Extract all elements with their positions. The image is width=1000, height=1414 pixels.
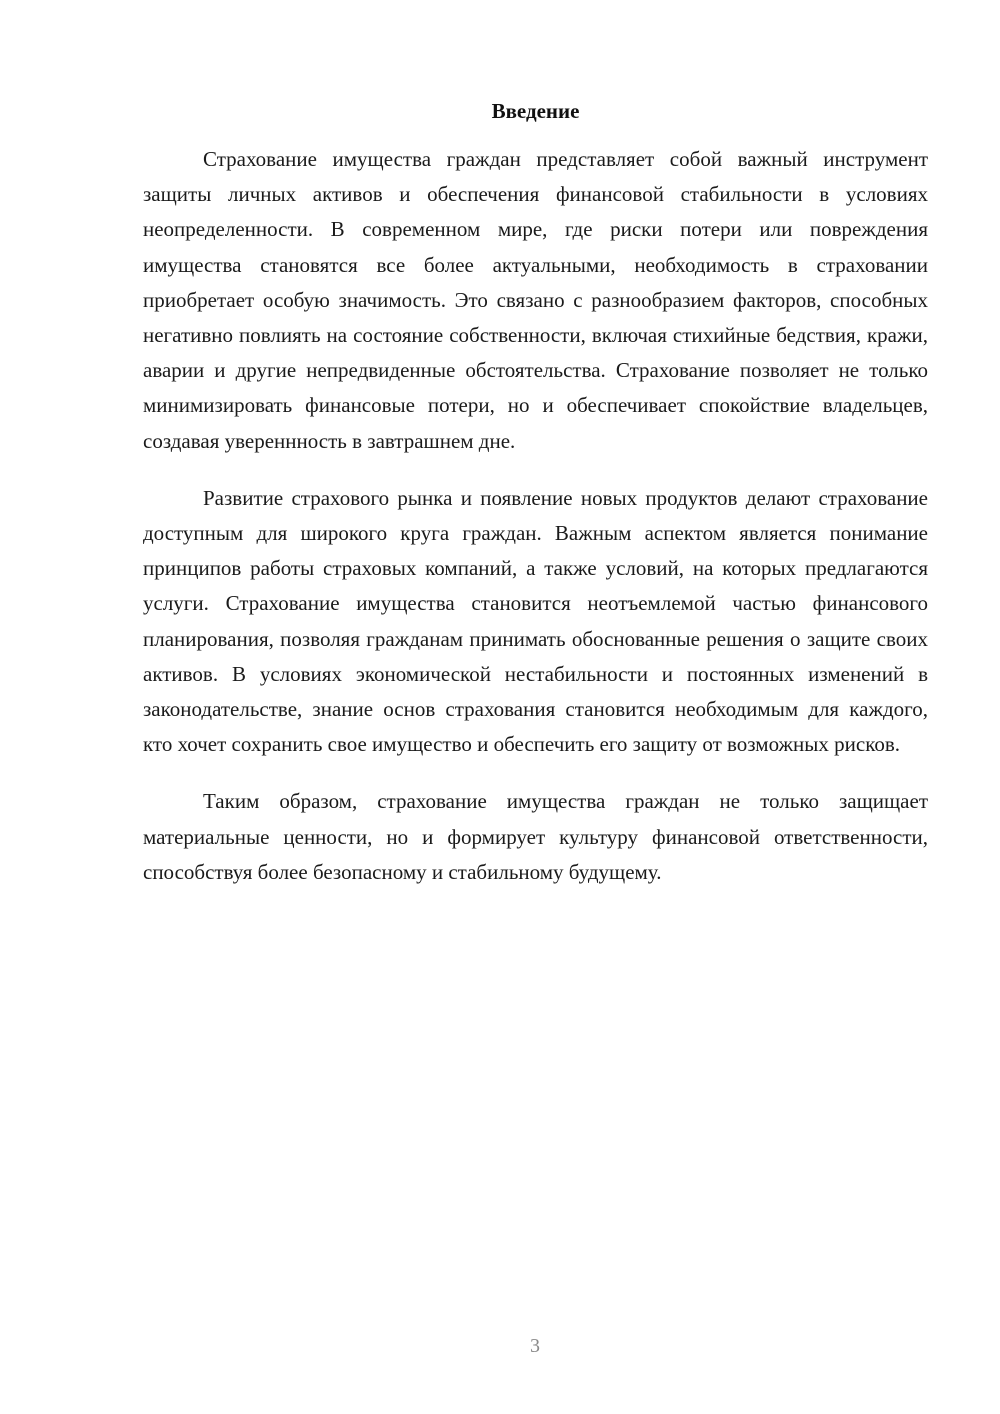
paragraph-3: Таким образом, страхование имущества граждан не только защищает материальные ценности, но и формирует культуру финансовой ответственности, способствуя более безопасному и стабильному будущему.	[143, 789, 928, 884]
page-heading: Введение	[491, 99, 580, 123]
paragraph-1: Страхование имущества граждан представляет собой важный инструмент защиты личных активов и обеспечения финансовой стабильности в условиях неопределенности. В современном мире, где риски потери или повреждения имущества становятся все более актуальными, необходимость в страховании приобретает особую значимость. Это связано с разнообразием факторов, способных негативно повлиять на состояние собственности, включая стихийные бедствия, кражи, аварии и другие непредвиденные обстоятельства. Страхование позволяет не только минимизировать финансовые потери, но и обеспечивает спокойствие владельцев, создавая увереннность в завтрашнем дне.	[143, 147, 928, 453]
page-number: 3	[530, 1335, 540, 1357]
paragraph-2: Развитие страхового рынка и появление новых продуктов делают страхование доступным для широкого круга граждан. Важным аспектом является понимание принципов работы страховых компаний, а также условий, на которых предлагаются услуги. Страхование имущества становится неотъемлемой частью финансового планирования, позволяя гражданам принимать обоснованные решения о защите своих активов. В условиях экономической нестабильности и постоянных изменений в законодательстве, знание основ страхования становится необходимым для каждого, кто хочет сохранить свое имущество и обеспечить его защиту от возможных рисков.	[143, 485, 928, 757]
document-body	[143, 142, 928, 890]
